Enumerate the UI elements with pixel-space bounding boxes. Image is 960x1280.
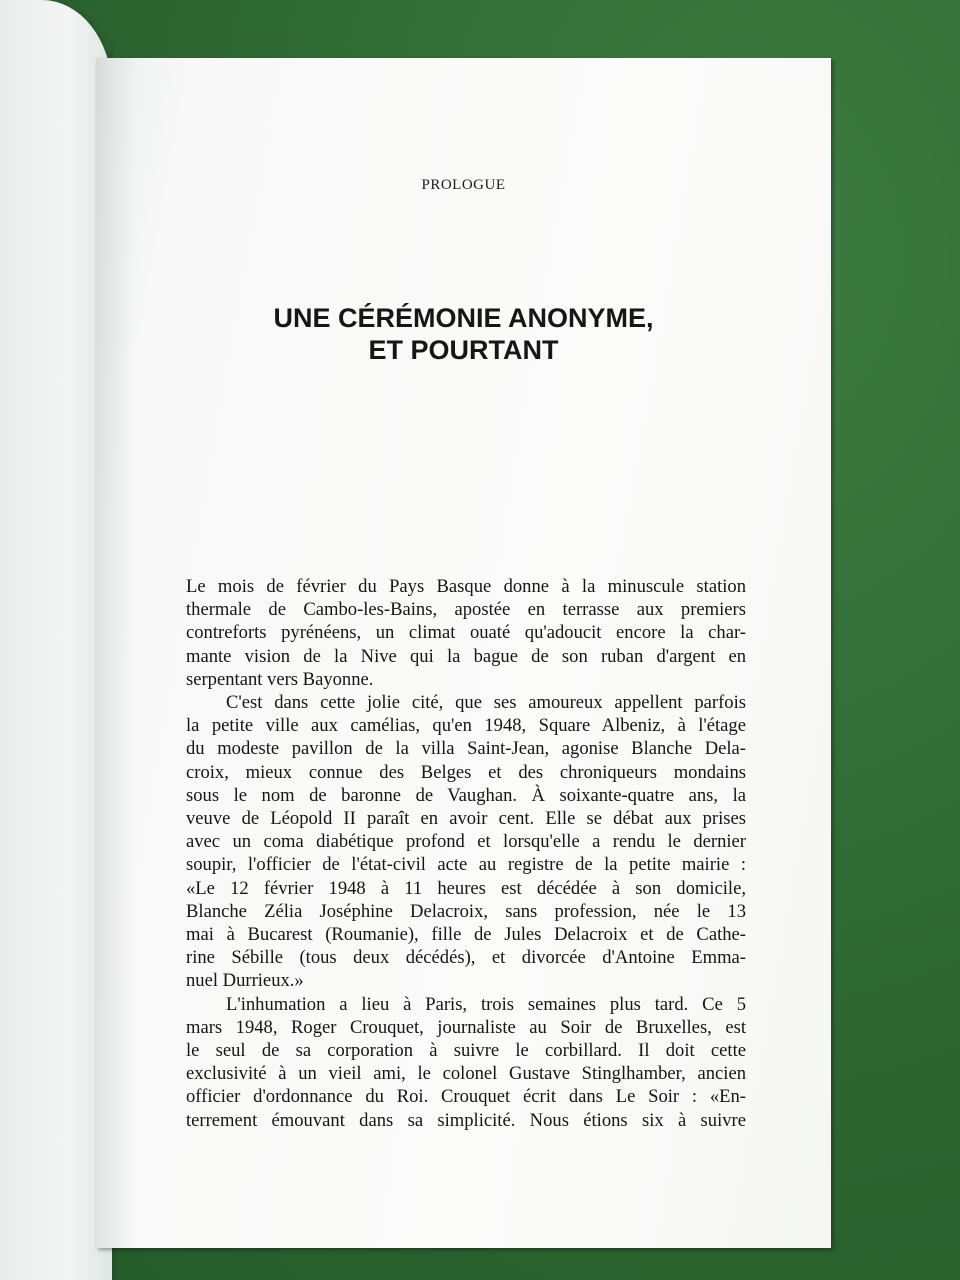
page-gutter-shadow [96,58,136,1248]
text-line: thermale de Cambo-les-Bains, apostée en terrasse aux premiers [186,599,746,621]
text-line: Le mois de février du Pays Basque donne à la minuscule station [186,576,746,597]
text-line: soupir, l'officier de l'état-civil acte au registre de la petite mairie : [186,854,746,876]
text-line: terrement émouvant dans sa simplicité. Nous étions six à suivre [186,1109,746,1131]
chapter-title-line-2: ET POURTANT [368,335,559,365]
book-page [96,58,831,1248]
text-line: mai à Bucarest (Roumanie), fille de Jules Delacroix et de Cathe- [186,924,746,946]
text-line: C'est dans cette jolie cité, que ses amoureux appellent parfois [226,692,746,714]
text-line: le seul de sa corporation à suivre le corbillard. Il doit cette [186,1040,746,1062]
text-line: mante vision de la Nive qui la bague de son ruban d'argent en [186,645,746,667]
text-line: nuel Durrieux.» [186,970,304,992]
text-line: veuve de Léopold II paraît en avoir cent. Elle se débat aux prises [186,808,746,830]
body-text [186,575,746,1132]
text-line: la petite ville aux camélias, qu'en 1948, Square Albeniz, à l'étage [186,715,746,737]
text-line: contreforts pyrénéens, un climat ouaté qu'adoucit encore la char- [186,622,746,644]
text-line: officier d'ordonnance du Roi. Crouquet écrit dans Le Soir : «En- [186,1086,746,1108]
text-line: du modeste pavillon de la villa Saint-Jean, agonise Blanche Dela- [186,738,746,760]
chapter-title-line-1: UNE CÉRÉMONIE ANONYME, [273,303,654,333]
text-line: avec un coma diabétique profond et lorsqu'elle a rendu le dernier [186,831,746,853]
section-header: PROLOGUE [421,177,506,193]
text-line: rine Sébille (tous deux décédés), et divorcée d'Antoine Emma- [186,947,746,969]
text-line: mars 1948, Roger Crouquet, journaliste au Soir de Bruxelles, est [186,1016,746,1038]
text-line: serpentant vers Bayonne. [186,668,374,690]
text-line: exclusivité à un vieil ami, le colonel Gustave Stinglhamber, ancien [186,1063,746,1085]
text-line: «Le 12 février 1948 à 11 heures est décédée à son domicile, [186,877,746,899]
text-line: sous le nom de baronne de Vaughan. À soixante-quatre ans, la [186,784,746,806]
text-line: L'inhumation a lieu à Paris, trois semaines plus tard. Ce 5 [226,993,746,1015]
chapter-title [96,302,831,366]
text-line: croix, mieux connue des Belges et des chroniqueurs mondains [186,761,746,783]
text-line: Blanche Zélia Joséphine Delacroix, sans profession, née le 13 [186,900,746,922]
